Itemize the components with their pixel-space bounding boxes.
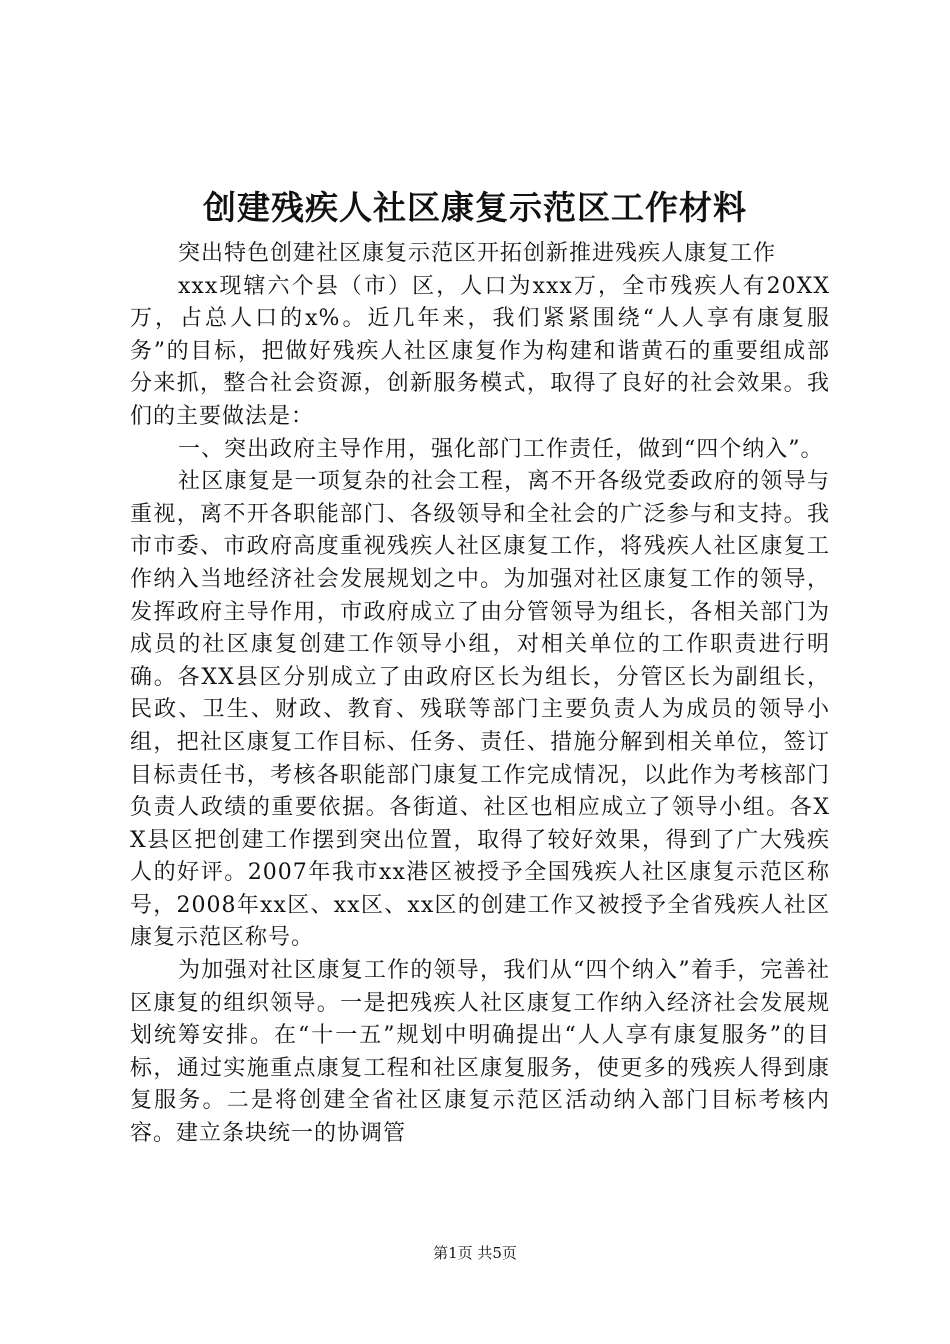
- page-number: 第1页 共5页: [433, 1244, 517, 1262]
- paragraph-body: 为加强对社区康复工作的领导，我们从“四个纳入”着手，完善社区康复的组织领导。一是把残疾人社区康复工作纳入经济社会发展规划统筹安排。在“十一五”规划中明确提出“人人享有康复服务”的目标，通过实施重点康复工程和社区康复服务，使更多的残疾人得到康复服务。二是将创建全省社区康复示范区活动纳入部门目标考核内容。建立条块统一的协调管: [130, 958, 830, 1147]
- document-title: 创建残疾人社区康复示范区工作材料: [203, 188, 747, 227]
- paragraph-intro: xxx现辖六个县（市）区，人口为xxx万，全市残疾人有20XX万，占总人口的x%。近几年来，我们紧紧围绕“人人享有康复服务”的目标，把做好残疾人社区康复作为构建和谐黄石的重要组成部分来抓，整合社会资源，创新服务模式，取得了良好的社会效果。我们的主要做法是：: [130, 273, 830, 429]
- paragraph-body: 社区康复是一项复杂的社会工程，离不开各级党委政府的领导与重视，离不开各职能部门、各级领导和全社会的广泛参与和支持。我市市委、市政府高度重视残疾人社区康复工作，将残疾人社区康复工作纳入当地经济社会发展规划之中。为加强对社区康复工作的领导，发挥政府主导作用，市政府成立了由分管领导为组长，各相关部门为成员的社区康复创建工作领导小组，对相关单位的工作职责进行明确。各XX县区分别成立了由政府区长为组长，分管区长为副组长，民政、卫生、财政、教育、残联等部门主要负责人为成员的领导小组，把社区康复工作目标、任务、责任、措施分解到相关单位，签订目标责任书，考核各职能部门康复工作完成情况，以此作为考核部门负责人政绩的重要依据。各街道、社区也相应成立了领导小组。各XX县区把创建工作摆到突出位置，取得了较好效果，得到了广大残疾人的好评。2007年我市xx港区被授予全国残疾人社区康复示范区称号，2008年xx区、xx区、xx区的创建工作又被授予全省残疾人社区康复示范区称号。: [130, 469, 830, 951]
- paragraph-section-heading: 一、突出政府主导作用，强化部门工作责任，做到“四个纳入”。: [178, 436, 824, 462]
- document-body: [130, 238, 830, 1151]
- paragraph-subtitle: 突出特色创建社区康复示范区开拓创新推进残疾人康复工作: [178, 241, 777, 266]
